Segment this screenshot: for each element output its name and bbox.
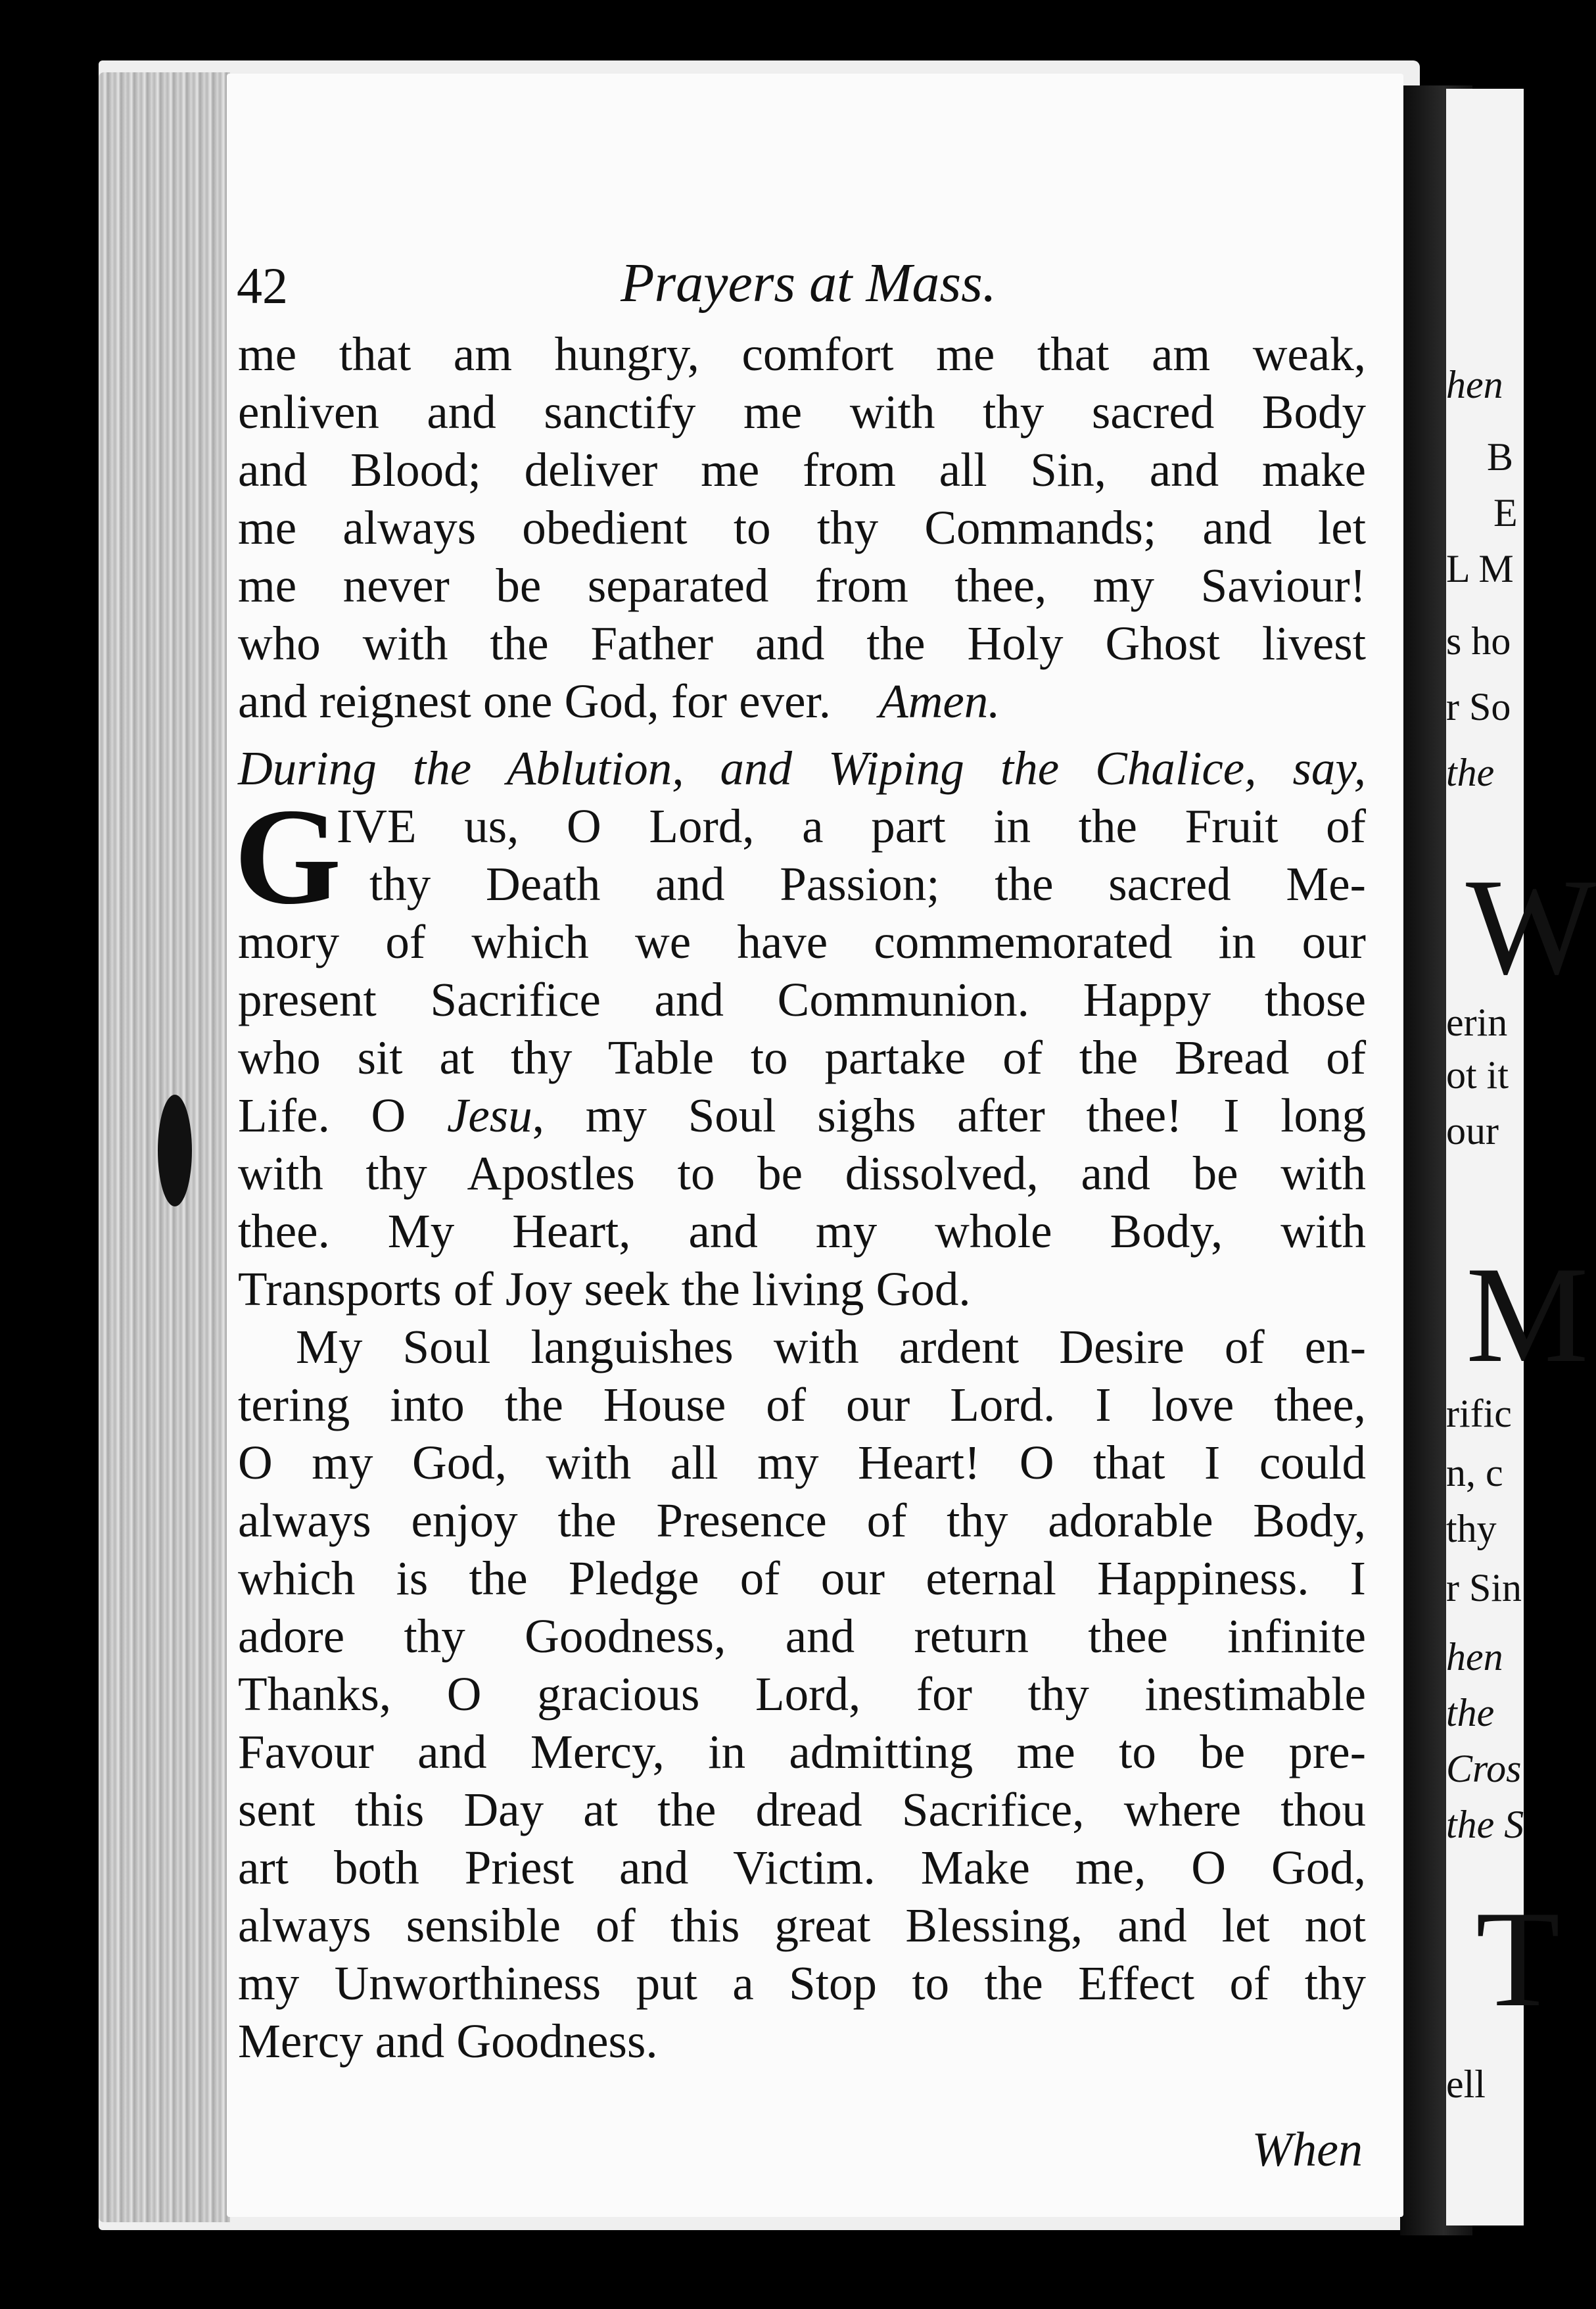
- text-line: always sensible of this great Blessing, and let not: [238, 1899, 1366, 1952]
- text-line: thy Death and Passion; the sacred Me-: [369, 857, 1366, 911]
- facing-page-fragment: [1446, 89, 1596, 2226]
- text-line: with thy Apostles to be dissolved, and be with: [238, 1147, 1366, 1200]
- text-line: present Sacrifice and Communion. Happy those: [238, 973, 1366, 1026]
- text-line: enliven and sanctify me with thy sacred Body: [238, 385, 1366, 439]
- facing-text: the S: [1446, 1803, 1524, 1846]
- page-text: [234, 325, 1366, 2070]
- catchword: When: [1252, 2123, 1363, 2177]
- facing-text: hen: [1446, 1635, 1503, 1678]
- edge-stain: [158, 1095, 192, 1206]
- text-line-start: and reignest one God, for ever.: [238, 675, 832, 728]
- facing-text: W: [1466, 851, 1596, 1003]
- facing-text: ot it: [1446, 1053, 1509, 1097]
- jesu: Jesu: [447, 1089, 532, 1142]
- rubric: During the Ablution, and Wiping the Chalice, say,: [238, 742, 1366, 795]
- text-line: me always obedient to thy Commands; and let: [238, 501, 1366, 554]
- text-line: [238, 673, 1366, 730]
- text-line: IVE us, O Lord, a part in the Fruit of: [337, 799, 1366, 853]
- facing-text: n, c: [1446, 1451, 1503, 1494]
- facing-text: s ho: [1446, 619, 1511, 663]
- paragraph-give-us: [234, 780, 1366, 933]
- text-line: Mercy and Goodness.: [238, 2014, 658, 2068]
- facing-text: r So: [1446, 685, 1511, 728]
- facing-text: B: [1487, 435, 1514, 479]
- text-line: sent this Day at the dread Sacrifice, where thou: [238, 1783, 1366, 1836]
- text-line: art both Priest and Victim. Make me, O God,: [238, 1841, 1366, 1894]
- facing-text: erin: [1446, 1001, 1508, 1044]
- text-line: my Unworthiness put a Stop to the Effect of thy: [238, 1957, 1366, 2010]
- facing-text: our: [1446, 1109, 1499, 1153]
- text-line: tering into the House of our Lord. I love thee,: [238, 1378, 1366, 1431]
- facing-text: hen: [1446, 363, 1503, 406]
- facing-text: the: [1446, 1691, 1495, 1734]
- amen: Amen.: [879, 675, 1000, 728]
- text-line: who with the Father and the Holy Ghost livest: [238, 617, 1366, 670]
- text-line: [238, 1087, 1366, 1145]
- text-line: My Soul languishes with ardent Desire of en-: [296, 1320, 1366, 1373]
- text-line-end: , my Soul sighs after thee! I long: [532, 1089, 1366, 1142]
- text-line: who sit at thy Table to partake of the Bread of: [238, 1031, 1366, 1084]
- facing-text: rific: [1446, 1392, 1512, 1435]
- facing-text: E: [1493, 491, 1518, 535]
- text-line: and Blood; deliver me from all Sin, and make: [238, 443, 1366, 496]
- facing-text: the: [1446, 751, 1495, 794]
- text-line: me that am hungry, comfort me that am weak,: [238, 327, 1366, 381]
- running-title: Prayers at Mass.: [621, 252, 997, 314]
- facing-text: ell: [1446, 2062, 1486, 2106]
- text-line: which is the Pledge of our eternal Happiness. I: [238, 1552, 1366, 1605]
- facing-text: T: [1476, 1883, 1561, 2035]
- page-number: 42: [237, 257, 288, 314]
- text-line: me never be separated from thee, my Saviour!: [238, 559, 1366, 612]
- text-line: adore thy Goodness, and return thee infinite: [238, 1609, 1366, 1663]
- drop-capital: G: [234, 780, 342, 933]
- text-line: Transports of Joy seek the living God.: [238, 1262, 971, 1316]
- text-line: thee. My Heart, and my whole Body, with: [238, 1204, 1366, 1258]
- facing-text: thy: [1446, 1507, 1497, 1550]
- facing-text: Cros: [1446, 1747, 1522, 1790]
- text-line: always enjoy the Presence of thy adorable Body,: [238, 1494, 1366, 1547]
- text-line: Favour and Mercy, in admitting me to be pre-: [238, 1725, 1366, 1778]
- text-line-start: Life. O: [238, 1089, 447, 1142]
- facing-text: r Sin: [1446, 1566, 1522, 1609]
- text-line: O my God, with all my Heart! O that I could: [238, 1436, 1366, 1489]
- text-line: mory of which we have commemorated in our: [238, 915, 1366, 968]
- text-line: Thanks, O gracious Lord, for thy inestimable: [238, 1667, 1366, 1721]
- facing-text: L M: [1446, 547, 1514, 590]
- facing-text: M: [1466, 1239, 1589, 1391]
- running-head: [237, 243, 1374, 322]
